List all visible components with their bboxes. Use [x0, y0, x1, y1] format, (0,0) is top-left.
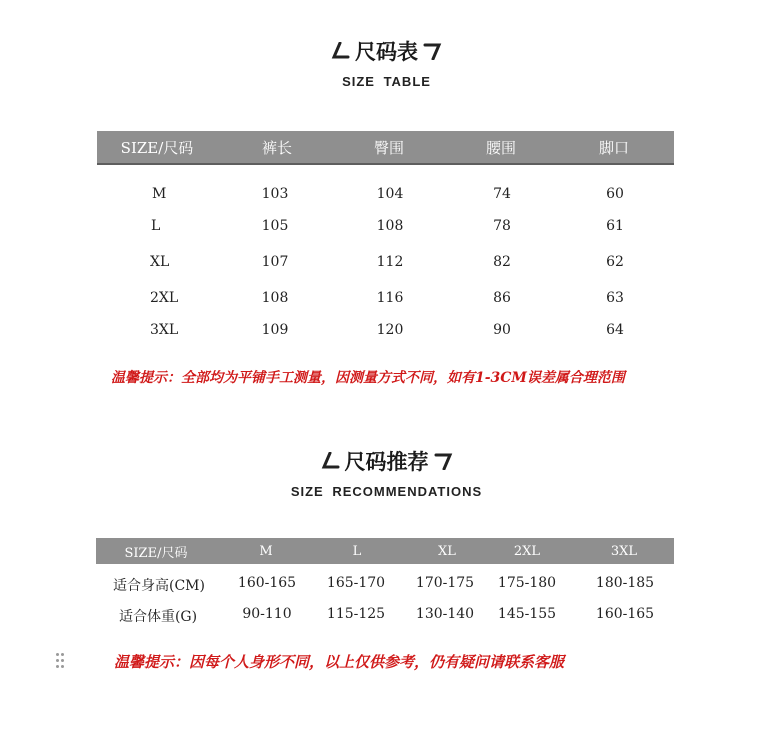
row-label-weight: 适合体重(G): [118, 609, 198, 625]
size-recommend-subtitle: SIZE RECOMMENDATIONS: [290, 484, 483, 499]
row-xl: 170-175: [415, 575, 475, 591]
right-bracket-icon: [433, 452, 453, 470]
table-row: [0, 254, 773, 274]
header-size: SIZE/尺码: [124, 545, 188, 561]
header-2xl: 2XL: [513, 543, 541, 559]
size-recommend-note: 温馨提示：因每个人身形不同，以上仅供参考，仍有疑问请联系客服: [114, 653, 565, 671]
row-size: M: [152, 186, 167, 202]
header-size: SIZE/尺码: [120, 138, 194, 157]
row-waist: 86: [493, 290, 511, 306]
row-hip: 116: [376, 290, 404, 306]
row-length: 105: [261, 218, 289, 234]
drag-handle-icon[interactable]: [56, 653, 66, 669]
size-table-subtitle: SIZE TABLE: [342, 74, 431, 89]
right-bracket-icon: [422, 42, 442, 60]
header-leg-opening: 脚口: [598, 138, 629, 157]
header-3xl: 3XL: [610, 543, 638, 559]
size-recommend-title-text: 尺码推荐: [344, 450, 429, 474]
header-xl: XL: [438, 543, 456, 559]
row-leg-opening: 60: [606, 186, 624, 202]
row-waist: 82: [493, 254, 511, 270]
row-leg-opening: 62: [606, 254, 624, 270]
header-m: M: [259, 543, 273, 559]
header-hip: 臀围: [373, 138, 404, 157]
table-row: [0, 606, 773, 626]
left-bracket-icon: [321, 452, 341, 470]
row-3xl: 160-165: [595, 606, 655, 622]
row-hip: 108: [376, 218, 404, 234]
row-size: L: [151, 218, 161, 234]
row-leg-opening: 63: [606, 290, 624, 306]
left-bracket-icon: [331, 42, 351, 60]
row-label-height: 适合身高(CM): [113, 578, 205, 594]
size-recommend-title: [321, 446, 453, 476]
table-row: [0, 186, 773, 206]
row-length: 107: [261, 254, 289, 270]
size-recommend-title-block: [0, 446, 773, 499]
size-table-title: [331, 36, 442, 66]
row-3xl: 180-185: [595, 575, 655, 591]
row-size: XL: [150, 254, 170, 270]
row-size: 3XL: [150, 322, 179, 338]
row-waist: 90: [493, 322, 511, 338]
row-m: 160-165: [237, 575, 297, 591]
row-hip: 104: [376, 186, 404, 202]
size-table-header: [97, 131, 674, 165]
table-row: [0, 322, 773, 342]
size-table-title-block: [0, 36, 773, 89]
row-hip: 112: [376, 254, 404, 270]
row-waist: 74: [493, 186, 511, 202]
row-length: 109: [261, 322, 289, 338]
table-row: [0, 218, 773, 238]
header-l: L: [352, 543, 362, 559]
header-length: 裤长: [261, 138, 292, 157]
row-leg-opening: 64: [606, 322, 624, 338]
table-row: [0, 575, 773, 595]
row-waist: 78: [493, 218, 511, 234]
size-table-title-text: 尺码表: [355, 40, 418, 64]
row-2xl: 145-155: [497, 606, 557, 622]
row-l: 115-125: [326, 606, 386, 622]
size-recommend-header: [96, 538, 674, 564]
table-row: [0, 290, 773, 310]
header-waist: 腰围: [485, 138, 516, 157]
size-table-note: 温馨提示：全部均为平铺手工测量，因测量方式不同，如有1-3CM误差属合理范围: [111, 370, 625, 386]
row-hip: 120: [376, 322, 404, 338]
row-length: 103: [261, 186, 289, 202]
row-l: 165-170: [326, 575, 386, 591]
row-m: 90-110: [242, 606, 292, 622]
row-size: 2XL: [150, 290, 179, 306]
row-xl: 130-140: [415, 606, 475, 622]
row-2xl: 175-180: [497, 575, 557, 591]
row-length: 108: [261, 290, 289, 306]
row-leg-opening: 61: [606, 218, 624, 234]
